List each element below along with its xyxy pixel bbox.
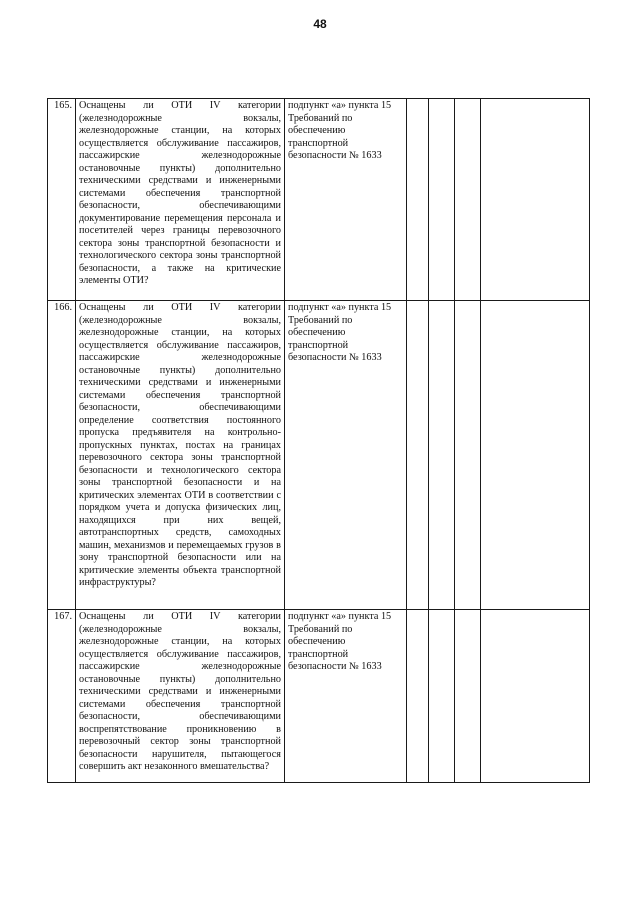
answer-na-cell: [455, 301, 481, 610]
notes-cell: [481, 301, 590, 610]
answer-no-cell: [429, 301, 455, 610]
requirement-reference: подпункт «а» пункта 15 Требований по обеспечению транспортной безопасности № 1633: [285, 99, 407, 301]
row-number: 165.: [48, 99, 76, 301]
table-row: [48, 301, 590, 610]
answer-yes-cell: [407, 301, 429, 610]
row-number: 167.: [48, 610, 76, 783]
answer-no-cell: [429, 99, 455, 301]
question-text: Оснащены ли ОТИ IV категории (железнодорожные вокзалы, железнодорожные станции, на которых осуществляется обслуживание пассажиров, пассажирские железнодорожные остановочные пункты) дополнительно техническими средствами и инженерными системами обеспечения транспортной безопасности, обеспечивающими воспрепятствование проникновению в перевозочный сектор зоны транспортной безопасности нарушителя, пытающегося совершить акт незаконного вмешательства?: [76, 610, 285, 783]
table-row: [48, 99, 590, 301]
requirement-reference: подпункт «а» пункта 15 Требований по обеспечению транспортной безопасности № 1633: [285, 301, 407, 610]
answer-na-cell: [455, 610, 481, 783]
answer-no-cell: [429, 610, 455, 783]
checklist-table: [47, 98, 590, 783]
question-text: Оснащены ли ОТИ IV категории (железнодорожные вокзалы, железнодорожные станции, на которых осуществляется обслуживание пассажиров, пассажирские железнодорожные остановочные пункты) дополнительно техническими средствами и инженерными системами обеспечения транспортной безопасности, обеспечивающими документирование перемещения персонала и посетителей через границы перевозочного сектора зоны транспортной безопасности и технологического сектора зоны транспортной безопасности, а также на критические элементы ОТИ?: [76, 99, 285, 301]
question-text: Оснащены ли ОТИ IV категории (железнодорожные вокзалы, железнодорожные станции, на которых осуществляется обслуживание пассажиров, пассажирские железнодорожные остановочные пункты) дополнительно техническими средствами и инженерными системами обеспечения транспортной безопасности, обеспечивающими определение соответствия постоянного пропуска предъявителя на контрольно-пропускных пунктах, постах на границах перевозочного сектора зоны транспортной безопасности и технологического сектора зоны транспортной безопасности и на критических элементах ОТИ в соответствии с порядком учета и допуска физических лиц, находящихся при них вещей, автотранспортных средств, самоходных машин, механизмов и перемещаемых грузов в зону транспортной безопасности или на критические элементы объекта транспортной инфраструктуры?: [76, 301, 285, 610]
row-number: 166.: [48, 301, 76, 610]
page-number: 48: [313, 17, 327, 31]
answer-na-cell: [455, 99, 481, 301]
answer-yes-cell: [407, 99, 429, 301]
requirement-reference: подпункт «а» пункта 15 Требований по обеспечению транспортной безопасности № 1633: [285, 610, 407, 783]
notes-cell: [481, 610, 590, 783]
answer-yes-cell: [407, 610, 429, 783]
table-row: [48, 610, 590, 783]
notes-cell: [481, 99, 590, 301]
